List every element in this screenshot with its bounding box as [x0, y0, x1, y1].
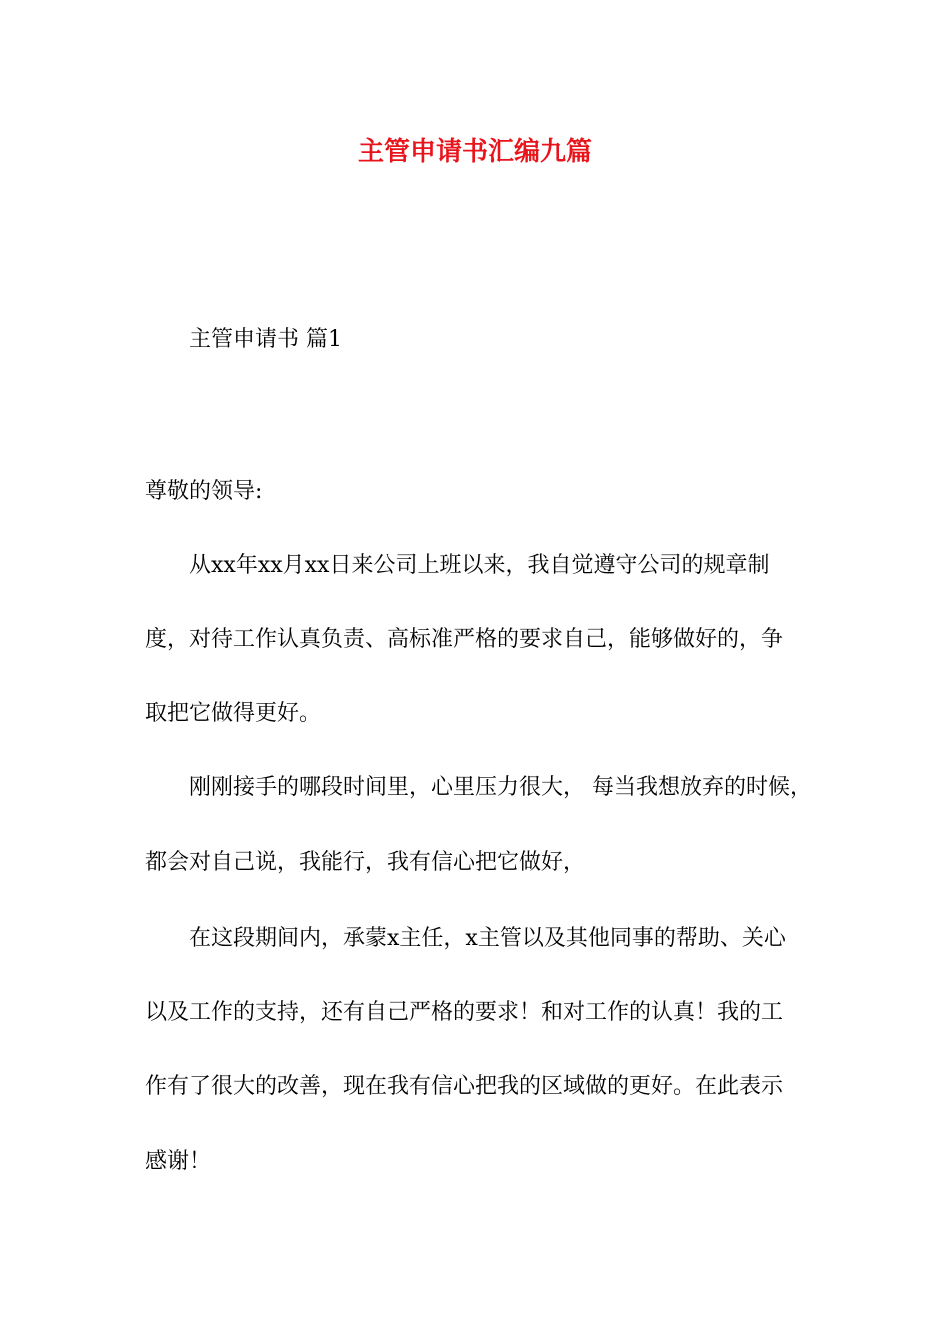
body-line: 在这段期间内，承蒙x主任，x主管以及其他同事的帮助、关心 — [189, 926, 786, 951]
document-title: 主管申请书汇编九篇 — [357, 137, 592, 167]
body-line: 都会对自己说，我能行，我有信心把它做好， — [145, 850, 586, 875]
body-line: 取把它做得更好。 — [145, 701, 322, 726]
section-heading: 主管申请书 篇1 — [189, 327, 342, 352]
body-line: 从xx年xx月xx日来公司上班以来，我自觉遵守公司的规章制 — [189, 553, 770, 578]
body-line: 感谢！ — [145, 1149, 212, 1174]
body-line: 度，对待工作认真负责、高标准严格的要求自己，能够做好的，争 — [145, 627, 784, 652]
body-line: 刚刚接手的哪段时间里，心里压力很大， 每当我想放弃的时候， — [189, 775, 812, 800]
salutation: 尊敬的领导: — [145, 479, 263, 504]
body-line: 作有了很大的改善，现在我有信心把我的区域做的更好。在此表示 — [145, 1074, 784, 1099]
body-line: 以及工作的支持，还有自己严格的要求！和对工作的认真！我的工 — [145, 1000, 784, 1025]
